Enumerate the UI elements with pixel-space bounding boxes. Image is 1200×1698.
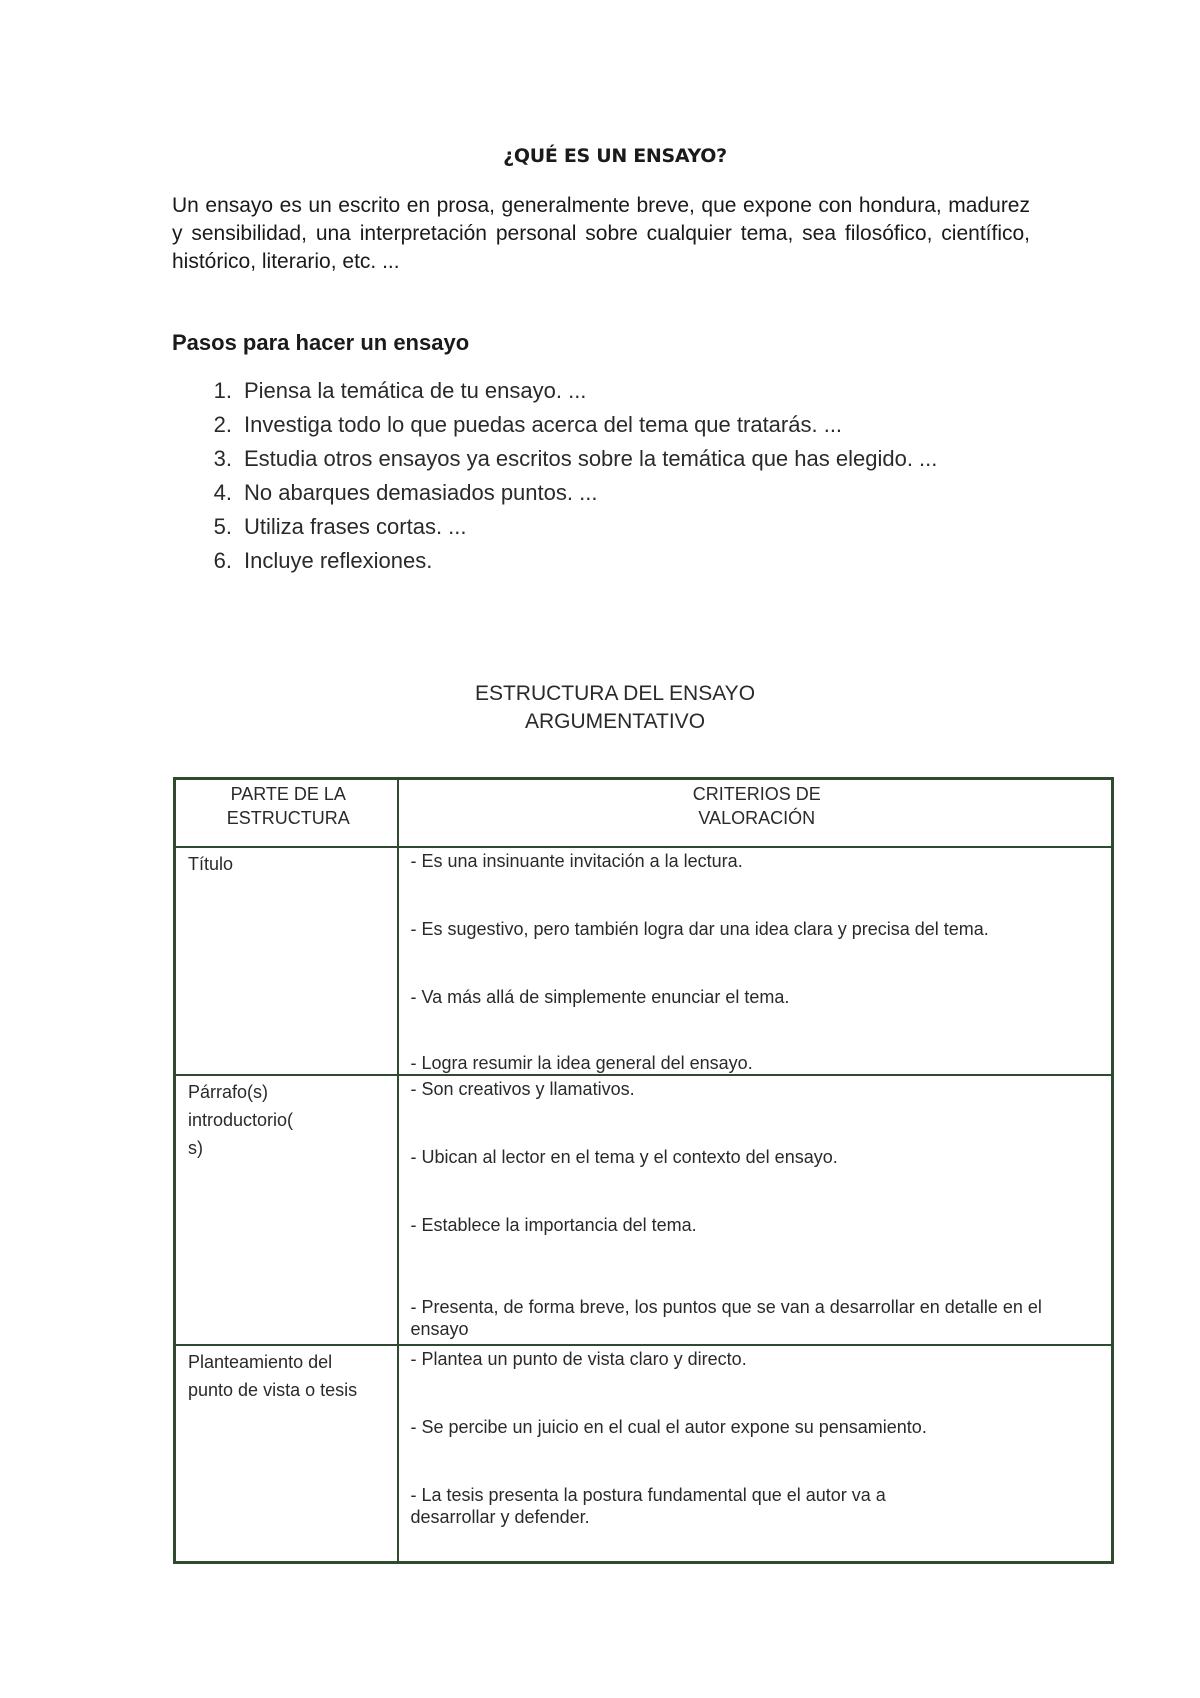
table-row — [175, 847, 1113, 1075]
table-header-row — [175, 779, 1113, 847]
header-criteria — [398, 779, 1113, 847]
header-part-line: ESTRUCTURA — [226, 808, 350, 828]
criterion: - Se percibe un juicio en el cual el autor expone su pensamiento. — [410, 1416, 927, 1437]
criterion: - Es una insinuante invitación a la lectura. — [410, 850, 743, 871]
criterion: - Logra resumir la idea general del ensayo. — [410, 1052, 753, 1073]
step-number: 3. — [213, 446, 232, 471]
steps-heading: Pasos para hacer un ensayo — [172, 330, 470, 355]
criterion: - Ubican al lector en el tema y el contexto del ensayo. — [410, 1146, 838, 1167]
step-text: Piensa la temática de tu ensayo. ... — [244, 378, 587, 403]
table-row — [175, 1075, 1113, 1345]
criterion: - La tesis presenta la postura fundamental que el autor va a desarrollar y defender. — [410, 1484, 886, 1527]
part-cell — [175, 1075, 398, 1345]
part-label: punto de vista o tesis — [188, 1379, 358, 1400]
part-cell — [175, 847, 398, 1075]
criterion: - Va más allá de simplemente enunciar el tema. — [410, 986, 790, 1007]
list-item — [172, 544, 1072, 578]
step-number: 2. — [213, 412, 232, 437]
page-title: ¿QUÉ ES UN ENSAYO? — [503, 145, 727, 167]
criterion: - Son creativos y llamativos. — [410, 1078, 635, 1099]
part-label: Párrafo(s) — [188, 1081, 269, 1102]
list-item — [172, 408, 1072, 442]
criteria-cell — [398, 847, 1113, 1075]
list-item — [172, 442, 1072, 476]
criterion: - Plantea un punto de vista claro y directo. — [410, 1348, 747, 1369]
step-text: No abarques demasiados puntos. ... — [244, 480, 598, 505]
structure-title-line: ARGUMENTATIVO — [524, 710, 706, 733]
rubric-table — [173, 777, 1114, 1564]
step-number: 4. — [213, 480, 232, 505]
list-item — [172, 476, 1072, 510]
criteria-cell — [398, 1345, 1113, 1563]
header-part-line: PARTE DE LA — [230, 784, 346, 804]
list-item — [172, 510, 1072, 544]
structure-title-line: ESTRUCTURA DEL ENSAYO — [474, 682, 756, 705]
criterion: - Es sugestivo, pero también logra dar una idea clara y precisa del tema. — [410, 918, 989, 939]
header-criteria-line: CRITERIOS DE — [692, 784, 821, 804]
table-row — [175, 1345, 1113, 1563]
part-label: Título — [188, 853, 234, 874]
header-part — [175, 779, 398, 847]
part-cell — [175, 1345, 398, 1563]
part-label: Planteamiento del — [188, 1351, 333, 1372]
step-number: 5. — [213, 514, 232, 539]
structure-title — [0, 680, 1200, 736]
step-text: Investiga todo lo que puedas acerca del tema que tratarás. ... — [244, 412, 843, 437]
criteria-cell — [398, 1075, 1113, 1345]
header-criteria-line: VALORACIÓN — [698, 808, 816, 828]
step-text: Incluye reflexiones. — [244, 548, 433, 573]
list-item — [172, 374, 1072, 408]
criterion: - Presenta, de forma breve, los puntos que se van a desarrollar en detalle en el ensayo — [410, 1296, 1042, 1339]
criterion: - Establece la importancia del tema. — [410, 1214, 697, 1235]
step-text: Estudia otros ensayos ya escritos sobre la temática que has elegido. ... — [244, 446, 938, 471]
step-text: Utiliza frases cortas. ... — [244, 514, 467, 539]
part-label: introductorio( — [188, 1109, 294, 1130]
steps-list — [172, 374, 1072, 578]
intro-paragraph: Un ensayo es un escrito en prosa, generalmente breve, que expone con hondura, madurez y sensibilidad, una interpretación personal sobre cualquier tema, sea filosófico, científico, histórico, literario, etc. ... — [172, 194, 1030, 273]
step-number: 1. — [213, 378, 232, 403]
step-number: 6. — [213, 548, 232, 573]
part-label: s) — [188, 1137, 203, 1158]
